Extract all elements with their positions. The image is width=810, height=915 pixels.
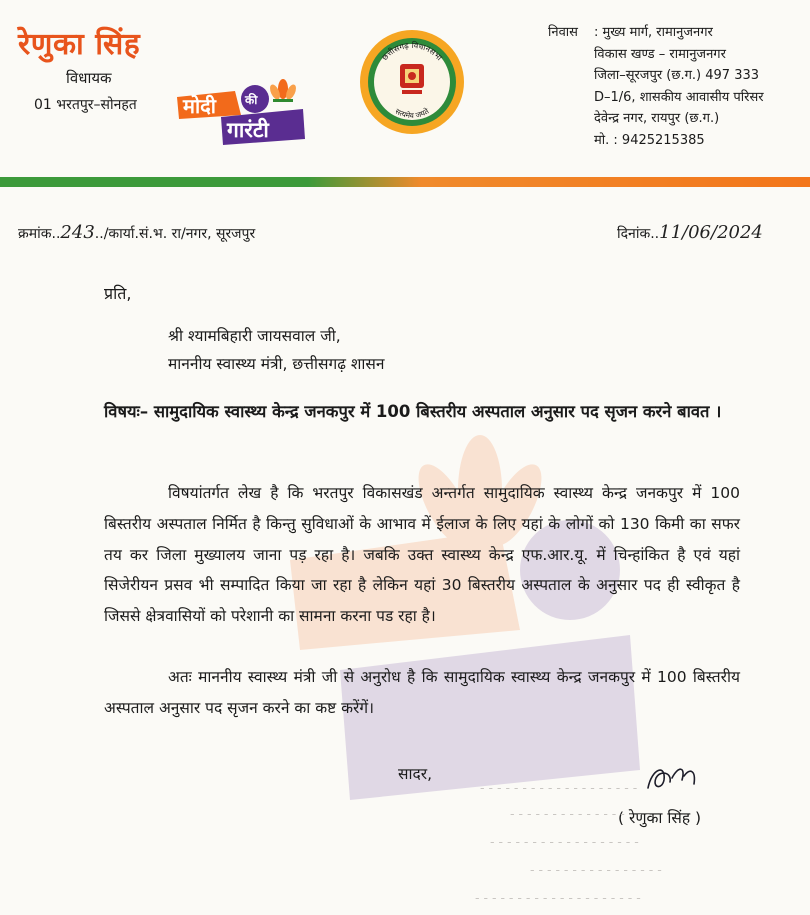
recipient-title: माननीय स्वास्थ्य मंत्री, छत्तीसगढ़ शासन <box>168 355 385 373</box>
designation: विधायक <box>66 69 112 87</box>
logo-text-bottom: गारंटी <box>227 118 269 142</box>
address-value: विकास खण्ड – रामानुजनगर <box>594 46 726 62</box>
logo-text-top: मोदी <box>183 94 216 118</box>
address-line <box>548 22 764 44</box>
body-paragraph-2: अतः माननीय स्वास्थ्य मंत्री जी से अनुरोध है कि सामुदायिक स्वास्थ्य केन्द्र जनकपुर में 100 बिस्तरीय अस्पताल अनुसार पद सृजन करने का कष्ट करेंगें। <box>104 668 740 717</box>
address-value: मो. : 9425215385 <box>594 132 705 148</box>
subject-line: विषयः– सामुदायिक स्वास्थ्य केन्द्र जनकपुर में 100 बिस्तरीय अस्पताल अनुसार पद सृजन करने बावत । <box>104 402 722 421</box>
seal-top-text: छत्तीसगढ़ विधानसभा <box>380 40 444 63</box>
address-block <box>548 22 764 151</box>
signatory-name: ( रेणुका सिंह ) <box>618 809 702 827</box>
address-line <box>548 65 764 87</box>
address-line <box>548 44 764 66</box>
logo-text-small: की <box>245 93 258 107</box>
date-value: 11/06/2024 <box>659 222 763 243</box>
letterhead-name: रेणुका सिंह <box>18 27 141 62</box>
address-value: : मुख्य मार्ग, रामानुजनगर <box>594 25 713 40</box>
address-line <box>548 130 764 152</box>
address-value: जिला–सूरजपुर (छ.ग.) 497 333 <box>594 68 760 83</box>
ref-label: क्रमांक <box>18 226 52 242</box>
ref-number: 243 <box>60 222 95 243</box>
closing: सादर, <box>398 765 432 783</box>
ref-suffix: /कार्या.सं.भ. रा/नगर, सूरजपुर <box>103 226 256 242</box>
vidhansabha-seal <box>358 28 466 136</box>
modi-ki-guarantee-logo <box>175 75 307 147</box>
address-line <box>548 108 764 130</box>
constituency: 01 भरतपुर–सोनहत <box>34 97 137 113</box>
lotus-icon <box>268 79 298 102</box>
address-value: D–1/6, शासकीय आवासीय परिसर <box>594 89 764 105</box>
bleed-through-text: - - - - - - - - - - - - - - - - - - - - - - - - - - - - - - - - - - - - - - - - - - - - - - - - - - - - - - - - - - - - - - - - - - - - - - - - - - - - - - - - - - - - - - - - - - <box>475 780 662 905</box>
recipient-name: श्री श्यामबिहारी जायसवाल जी, <box>168 327 341 345</box>
address-line <box>548 87 764 109</box>
header-tricolor-stripe <box>0 177 810 187</box>
address-value: देवेन्द्र नगर, रायपुर (छ.ग.) <box>594 111 720 126</box>
date-label: दिनांक <box>617 226 651 242</box>
seal-bottom-text: सत्यमेव जयते <box>393 106 431 121</box>
reference-line: क्रमांक..243../कार्या.सं.भ. रा/नगर, सूरजपुर <box>18 222 256 243</box>
address-label: निवास <box>548 25 578 40</box>
date-line: दिनांक..11/06/2024 <box>617 222 763 243</box>
body-paragraph-1: विषयांतर्गत लेख है कि भरतपुर विकासखंड अन्तर्गत सामुदायिक स्वास्थ्य केन्द्र जनकपुर में 100 बिस्तरीय अस्पताल निर्मित है किन्तु सुविधाओं के आभाव में ईलाज के लिए यहां के लोगों को 130 किमी का सफर तय कर जिला मुख्यालय जाना पड़ रहा है। जबकि उक्त स्वास्थ्य केन्द्र एफ.आर.यू. में चिन्हांकित है एवं यहां सिजेरीयन प्रसव भी सम्पादित किया जा रहा है लेकिन यहां 30 बिस्तरीय अस्पताल के अनुसार पद ही स्वीकृत है जिससे क्षेत्रवासियों को परेशानी का सामना करना पड रहा है। <box>104 484 740 626</box>
salutation: प्रति, <box>104 284 132 303</box>
